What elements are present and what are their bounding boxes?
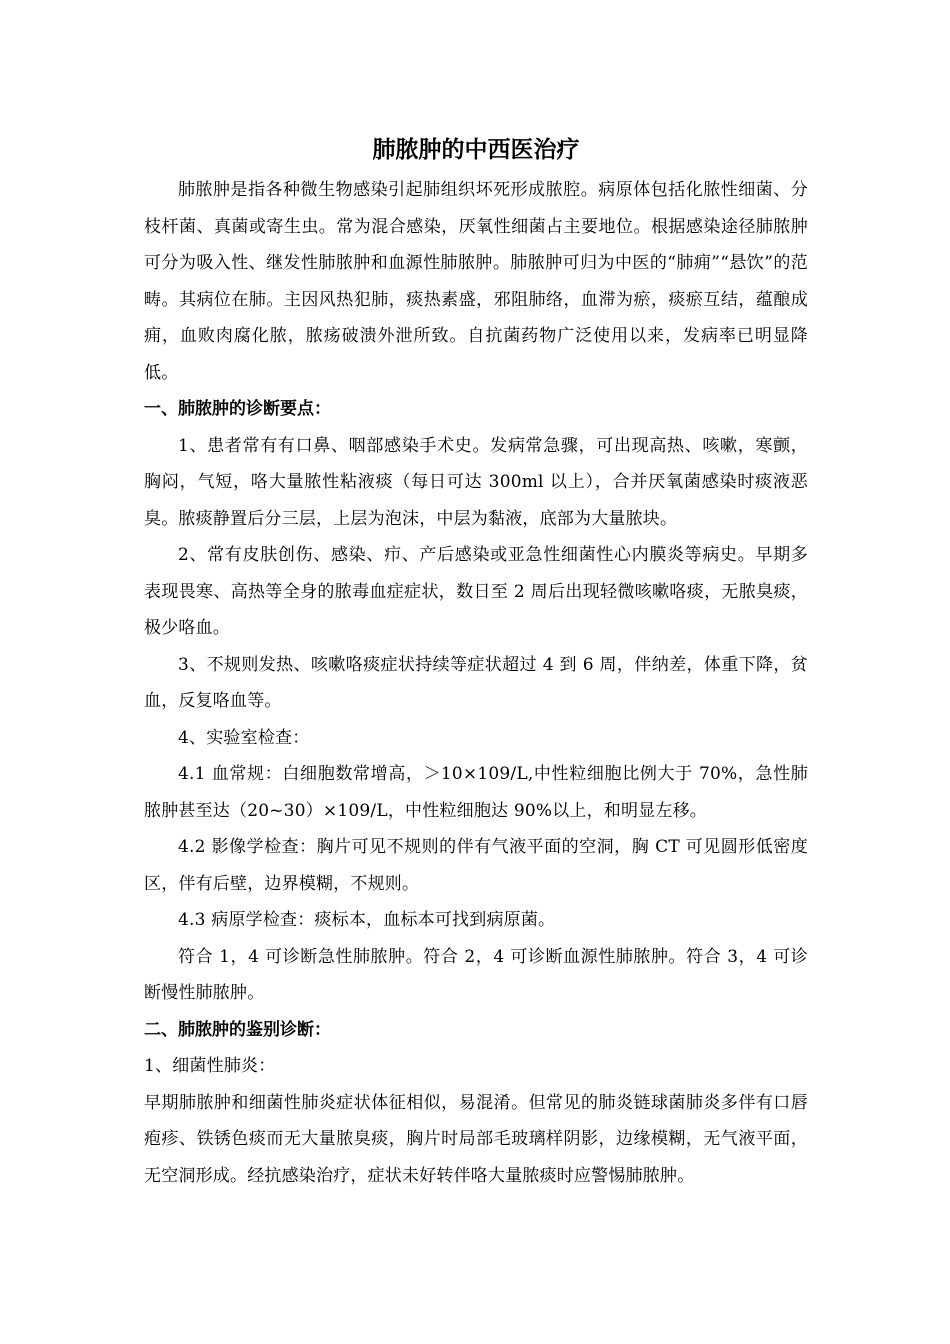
diagnosis-item-4-1: 4.1 血常规：白细胞数常增高，＞10×109/L,中性粒细胞比例大于 70%，急性肺脓肿甚至达（20~30）×109/L，中性粒细胞达 90%以上，和明显左移。 xyxy=(144,764,808,821)
diagnosis-item-4-2: 4.2 影像学检查：胸片可见不规则的伴有气液平面的空洞，胸 CT 可见圆形低密度区，伴有后壁，边界模糊，不规则。 xyxy=(144,837,808,894)
differential-subheading: 1、细菌性肺炎： xyxy=(144,1056,276,1076)
section-heading-diagnosis: 一、肺脓肿的诊断要点： xyxy=(144,399,331,419)
diagnosis-item-1: 1、患者常有有口鼻、咽部感染手术史。发病常急骤，可出现高热、咳嗽，寒颤，胸闷，气短，咯大量脓性粘液痰（每日可达 300ml 以上），合并厌氧菌感染时痰液恶臭。脓痰静置后分三层，上层为泡沫，中层为黏液，底部为大量脓块。 xyxy=(144,435,808,529)
intro-paragraph: 肺脓肿是指各种微生物感染引起肺组织坏死形成脓腔。病原体包括化脓性细菌、分枝杆菌、真菌或寄生虫。常为混合感染，厌氧性细菌占主要地位。根据感染途径肺脓肿可分为吸入性、继发性肺脓肿和血源性肺脓肿。肺脓肿可归为中医的“肺痈”“悬饮”的范畴。其病位在肺。主因风热犯肺，痰热素盛，邪阻肺络，血滞为瘀，痰瘀互结，蕴酿成痈，血败肉腐化脓，脓疡破溃外泄所致。自抗菌药物广泛使用以来，发病率已明显降低。 xyxy=(144,180,808,383)
diagnosis-item-4-3: 4.3 病原学检查：痰标本，血标本可找到病原菌。 xyxy=(178,910,556,930)
document-title: 肺脓肿的中西医治疗 xyxy=(372,136,580,163)
document-page xyxy=(144,128,808,1194)
differential-text: 早期肺脓肿和细菌性肺炎症状体征相似，易混淆。但常见的肺炎链球菌肺炎多伴有口唇疱疹、铁锈色痰而无大量脓臭痰，胸片时局部毛玻璃样阴影，边缘模糊，无气液平面，无空洞形成。经抗感染治疗，症状未好转伴咯大量脓痰时应警惕肺脓肿。 xyxy=(144,1092,808,1186)
section-heading-differential: 二、肺脓肿的鉴别诊断： xyxy=(144,1019,331,1040)
diagnosis-item-4: 4、实验室检查： xyxy=(178,727,310,748)
diagnosis-conclusion: 符合 1，4 可诊断急性肺脓肿。符合 2，4 可诊断血源性肺脓肿。符合 3，4 可诊断慢性肺脓肿。 xyxy=(144,946,808,1003)
diagnosis-item-2: 2、常有皮肤创伤、感染、疖、产后感染或亚急性细菌性心内膜炎等病史。早期多表现畏寒、高热等全身的脓毒血症症状，数日至 2 周后出现轻微咳嗽咯痰，无脓臭痰，极少咯血。 xyxy=(144,545,808,638)
diagnosis-item-3: 3、不规则发热、咳嗽咯痰症状持续等症状超过 4 到 6 周，伴纳差，体重下降，贫血，反复咯血等。 xyxy=(144,654,808,711)
